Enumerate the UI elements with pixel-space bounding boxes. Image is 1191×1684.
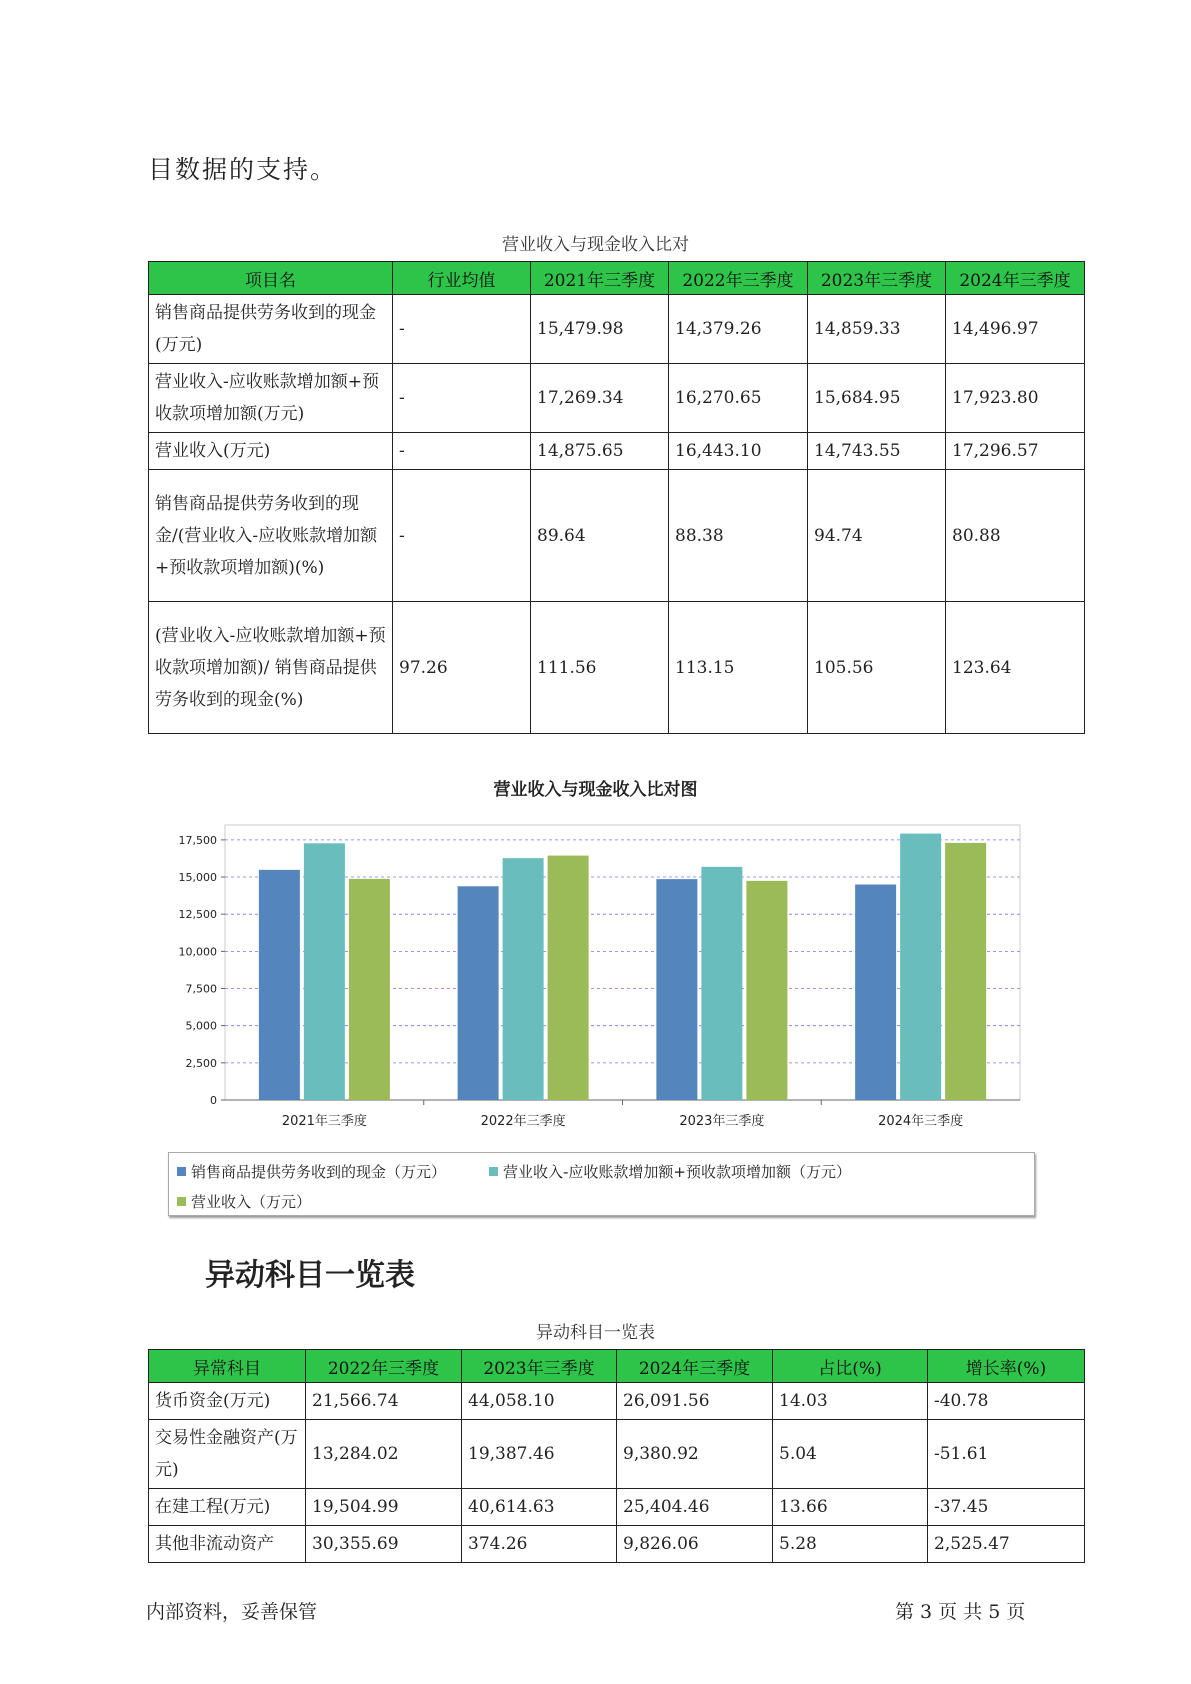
table-cell: 113.15	[669, 602, 808, 734]
table-cell: 30,355.69	[306, 1526, 462, 1563]
table-cell: 19,387.46	[462, 1420, 617, 1489]
table-cell: 16,270.65	[669, 364, 808, 433]
table-cell: 5.04	[773, 1420, 928, 1489]
row-label: 在建工程(万元)	[149, 1489, 306, 1526]
column-header: 2022年三季度	[306, 1350, 462, 1383]
table-cell: -40.78	[928, 1383, 1085, 1420]
legend-swatch	[177, 1197, 186, 1206]
table-cell: 5.28	[773, 1526, 928, 1563]
y-tick-label: 5,000	[185, 1019, 217, 1033]
row-label: 营业收入-应收账款增加额+预收款项增加额(万元)	[149, 364, 393, 433]
table-cell: 21,566.74	[306, 1383, 462, 1420]
table-cell: 40,614.63	[462, 1489, 617, 1526]
bar	[548, 856, 589, 1100]
abnormal-items-table	[148, 1349, 1085, 1563]
y-tick-label: 0	[210, 1094, 217, 1107]
revenue-cash-table	[148, 261, 1085, 734]
x-tick-label: 2024年三季度	[878, 1114, 964, 1129]
table-header-row	[149, 1350, 1085, 1383]
section-title: 异动科目一览表	[205, 1258, 415, 1293]
bar	[900, 834, 941, 1100]
table-cell: 25,404.46	[617, 1489, 773, 1526]
table-cell: 80.88	[946, 470, 1085, 602]
table-cell: 26,091.56	[617, 1383, 773, 1420]
table-row	[149, 295, 1085, 364]
table-cell: 14,379.26	[669, 295, 808, 364]
table-cell: 16,443.10	[669, 433, 808, 470]
y-tick-label: 2,500	[185, 1056, 217, 1070]
legend-swatch	[177, 1167, 186, 1176]
table-cell: 13.66	[773, 1489, 928, 1526]
table-cell: 105.56	[808, 602, 946, 734]
table-cell: 14.03	[773, 1383, 928, 1420]
bar	[349, 879, 390, 1100]
table-cell: 19,504.99	[306, 1489, 462, 1526]
table-cell: 9,380.92	[617, 1420, 773, 1489]
bar	[701, 867, 742, 1100]
chart-legend	[168, 1152, 1035, 1216]
y-tick-label: 10,000	[178, 945, 217, 959]
table-cell: 14,875.65	[531, 433, 669, 470]
chart-title: 营业收入与现金收入比对图	[493, 780, 698, 800]
table-cell: -	[393, 433, 531, 470]
table-cell: 88.38	[669, 470, 808, 602]
column-header: 2023年三季度	[462, 1350, 617, 1383]
table-cell: 14,743.55	[808, 433, 946, 470]
intro-text: 目数据的支持。	[148, 155, 338, 184]
column-header: 2021年三季度	[531, 262, 669, 295]
legend-item-cash	[177, 1161, 446, 1182]
bar	[656, 879, 697, 1100]
legend-label: 营业收入（万元）	[191, 1193, 312, 1211]
y-tick-label: 7,500	[185, 982, 217, 996]
legend-label: 销售商品提供劳务收到的现金（万元）	[191, 1163, 447, 1181]
table-row	[149, 1489, 1085, 1526]
table-row	[149, 1526, 1085, 1563]
table-cell: 94.74	[808, 470, 946, 602]
column-header: 2024年三季度	[946, 262, 1085, 295]
table-cell: 13,284.02	[306, 1420, 462, 1489]
bar	[746, 881, 787, 1100]
bar	[304, 843, 345, 1100]
table-cell: -51.61	[928, 1420, 1085, 1489]
row-label: 交易性金融资产(万元)	[149, 1420, 306, 1489]
revenue-cash-bar-chart	[160, 815, 1040, 1150]
table-row	[149, 1420, 1085, 1489]
bar	[458, 886, 499, 1100]
table-cell: 17,296.57	[946, 433, 1085, 470]
row-label: 营业收入(万元)	[149, 433, 393, 470]
column-header: 2023年三季度	[808, 262, 946, 295]
table-cell: 89.64	[531, 470, 669, 602]
table-row	[149, 364, 1085, 433]
bar	[945, 843, 986, 1100]
table-cell: 111.56	[531, 602, 669, 734]
table-row	[149, 433, 1085, 470]
table-cell: 15,479.98	[531, 295, 669, 364]
table-cell: -37.45	[928, 1489, 1085, 1526]
table-cell: 44,058.10	[462, 1383, 617, 1420]
table-header-row	[149, 262, 1085, 295]
column-header: 增长率(%)	[928, 1350, 1085, 1383]
column-header: 项目名	[149, 262, 393, 295]
table-cell: 14,859.33	[808, 295, 946, 364]
legend-item-revenue	[177, 1191, 311, 1212]
x-tick-label: 2023年三季度	[679, 1114, 765, 1129]
y-tick-label: 12,500	[178, 908, 217, 922]
table-cell: 15,684.95	[808, 364, 946, 433]
table-cell: 17,269.34	[531, 364, 669, 433]
table1-caption: 营业收入与现金收入比对	[502, 235, 689, 255]
table2-caption: 异动科目一览表	[536, 1323, 655, 1343]
x-tick-label: 2022年三季度	[480, 1114, 566, 1129]
table-cell: -	[393, 364, 531, 433]
table-row	[149, 602, 1085, 734]
bar	[503, 858, 544, 1100]
table-cell: 123.64	[946, 602, 1085, 734]
table-cell: -	[393, 470, 531, 602]
legend-swatch	[489, 1167, 498, 1176]
bar	[259, 870, 300, 1100]
column-header: 占比(%)	[773, 1350, 928, 1383]
y-tick-label: 17,500	[178, 833, 217, 847]
row-label: 其他非流动资产	[149, 1526, 306, 1563]
table-cell: -	[393, 295, 531, 364]
table-cell: 374.26	[462, 1526, 617, 1563]
legend-label: 营业收入-应收账款增加额+预收款项增加额（万元）	[503, 1163, 851, 1181]
column-header: 2022年三季度	[669, 262, 808, 295]
x-tick-label: 2021年三季度	[281, 1114, 367, 1129]
row-label: 销售商品提供劳务收到的现金/(营业收入-应收账款增加额+预收款项增加额)(%)	[149, 470, 393, 602]
legend-item-adjusted-revenue	[489, 1161, 851, 1182]
table-cell: 17,923.80	[946, 364, 1085, 433]
table-cell: 97.26	[393, 602, 531, 734]
table-cell: 2,525.47	[928, 1526, 1085, 1563]
column-header: 2024年三季度	[617, 1350, 773, 1383]
row-label: 货币资金(万元)	[149, 1383, 306, 1420]
footer-note: 内部资料，妥善保管	[146, 1601, 318, 1623]
row-label: 销售商品提供劳务收到的现金(万元)	[149, 295, 393, 364]
bar	[855, 885, 896, 1100]
table-cell: 14,496.97	[946, 295, 1085, 364]
y-tick-label: 15,000	[178, 871, 217, 885]
table-cell: 9,826.06	[617, 1526, 773, 1563]
table-row	[149, 470, 1085, 602]
table-row	[149, 1383, 1085, 1420]
row-label: (营业收入-应收账款增加额+预收款项增加额)/ 销售商品提供劳务收到的现金(%)	[149, 602, 393, 734]
page-number: 第 3 页 共 5 页	[895, 1601, 1026, 1623]
column-header: 异常科目	[149, 1350, 306, 1383]
column-header: 行业均值	[393, 262, 531, 295]
